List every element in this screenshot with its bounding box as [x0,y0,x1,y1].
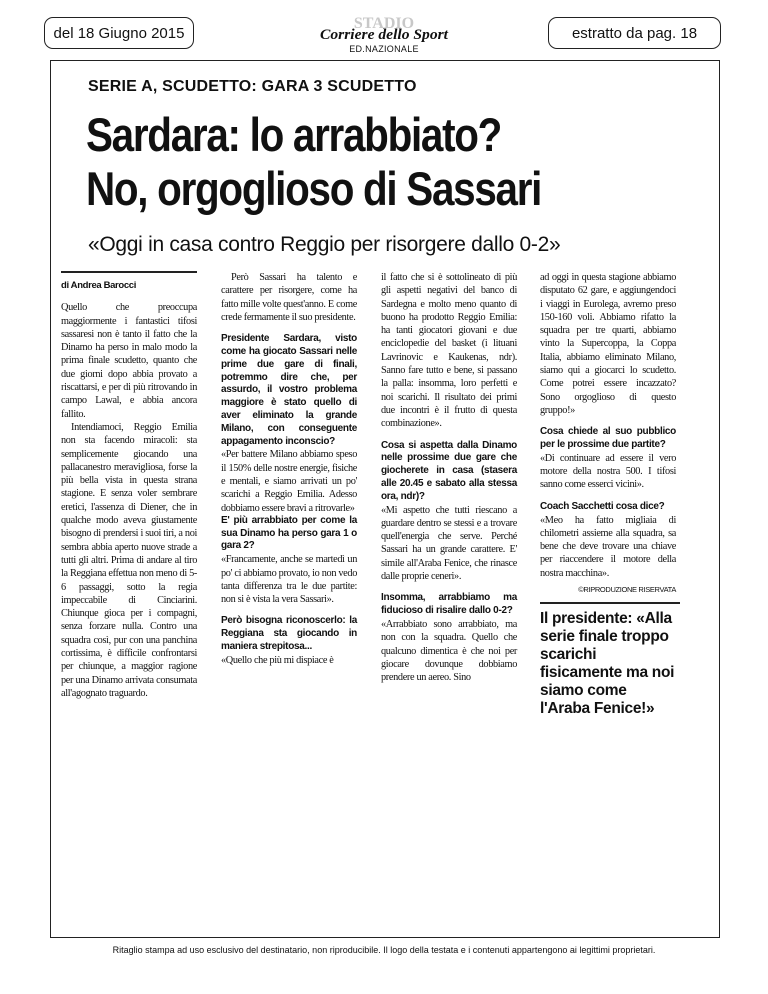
interview-answer: «Quello che più mi dispiace è [221,654,334,666]
article-kicker: SERIE A, SCUDETTO: GARA 3 SCUDETTO [88,78,417,95]
interview-answer: il fatto che si è sottolineato di più gli aspetti negativi del banco di Sardegna e molto meno quanto di buono ha prodotto Reggio Emilia: ha tanti giocatori giovani e due enciclopedie del basket (i lituani Lavrinovic e Kaukenas, ndr). Sanno fare tutto e bene, si passano la palla: insomma, loro perfetti e noi scarichi. Il risultato dei primi due incontri è il frutto di questa combinazione». [381,272,517,430]
interview-answer: «Di continuare ad essere il vero motore della nostra 500. I tifosi sanno come esserci vicini». [540,452,676,491]
interview-question: Insomma, arrabbiamo ma fiducioso di risalire dallo 0-2? [381,592,517,617]
article-column-2 [221,271,357,667]
newspaper-logo [318,14,450,44]
article-column-3 [381,271,517,684]
paragraph: Intendiamoci, Reggio Emilia non sta facendo miracoli: sta semplicemente giocando una pallacanestro meravigliosa, forse la più bella vista in questa strana stagione. E senza voler sembrare eretici, l'assenza di Diener, che in qualche modo aveva giustamente bisogno di prendersi i suoi tiri, a noi sembra abbia aperto nuove strade a tutti gli altri. Prima di andare al tiro la Reggiana effettua non meno di 5-6 passaggi, sotto la regia impeccabile di Cinciarini. Chiunque gioca per i compagni, senza forzare nulla. Contro una squadra così, pur con una panchina cortissima, è difficile confrontarsi per chiunque, a maggior ragione per una Dinamo arrivata consumata all'agognato traguardo. [61,421,197,699]
date-box: del 18 Giugno 2015 [44,17,194,49]
extract-page-box: estratto da pag. 18 [548,17,721,49]
paragraph: Quello che preoccupa maggiormente i fantastici tifosi sassaresi non è tanto il fatto che la Dinamo ha perso in malo modo la prima finale scudetto, quanto che due giorni dopo abbia provato a riscattarsi, e per di più ritrovando in campo Lawal, e abbia ancora fallito. [61,302,197,420]
interview-question: Cosa si aspetta dalla Dinamo nelle prossime due gare che giocherete in casa (stasera alle 20.45 e sabato alla stessa ora, ndr)? [381,439,517,502]
interview-answer: «Meo ha fatto migliaia di chilometri assieme alla squadra, sa bene che deve trovare una chiave per riaccendere il motore della nostra macchina». [540,514,676,579]
paragraph: Però Sassari ha talento e carattere per risorgere, come ha fatto mille volte quest'anno. E come crede fermamente il suo presidente. [221,272,357,323]
article-column-4 [540,271,676,596]
interview-question: Coach Sacchetti cosa dice? [540,500,665,512]
interview-answer: «Francamente, anche se martedì un po' ci abbiamo provato, io non vedo tanta differenza tra le due partite: non si è vista la vera Sassari». [221,554,357,606]
headline-line-2: No, orgoglioso di Sassari [86,162,542,215]
interview-question: Cosa chiede al suo pubblico per le prossime due partite? [540,426,676,451]
interview-answer: «Per battere Milano abbiamo speso il 150% delle nostre energie, fisiche e mentali, e siamo arrivati un po' scarichi a Reggio Emilia. Adesso dobbiamo essere bravi a ritrovarle» [221,449,357,514]
interview-question: Però bisogna riconoscerlo: la Reggiana sta giocando in maniera strepitosa... [221,615,357,653]
interview-answer: «Arrabbiato sono arrabbiato, ma non con la squadra. Quello che qualcuno dimentica è che noi per giocare dovunque dobbiamo prendere un aereo. Sino [381,618,517,684]
logo-text: Corriere dello Sport [320,27,450,43]
interview-question: E' più arrabbiato per come la sua Dinamo ha perso gara 1 o gara 2? [221,514,357,552]
article-column-1 [61,271,197,700]
footer-disclaimer: Ritaglio stampa ad uso esclusivo del destinatario, non riproducibile. Il logo della testata e i contenuti appartengono ai legittimi proprietari. [112,945,656,955]
pull-quote: Il presidente: «Alla serie finale troppo scarichi fisicamente ma noi siamo come l'Araba Fenice!» [540,602,680,718]
edition-label: ED.NAZIONALE [349,44,419,54]
copyright-notice: ©RIPRODUZIONE RISERVATA [578,585,676,595]
byline: di Andrea Barocci [61,280,136,291]
interview-question: Presidente Sardara, visto come ha giocato Sassari nelle prime due gare di finali, potremmo dire che, per assurdo, il vostro problema maggiore è stato quello di aver eliminato la grande Milano, con conseguente appagamento inconscio? [221,333,357,447]
logo-ghost-text: STADIO [353,15,415,32]
article-headline [86,108,619,216]
headline-line-1: Sardara: lo arrabbiato? [86,108,502,161]
interview-answer: ad oggi in questa stagione abbiamo disputato 62 gare, e aggiungendoci i viaggi in Eurolega, avremo preso 150-160 voli. Abbiamo rifatto la squadra per tre quarti, abbiamo vinto la Supercoppa, la Coppa Italia, abbiamo eliminato Milano, siamo qui a giocarci lo scudetto. Come potrei essere incazzato? Sono orgoglioso di questo gruppo!» [540,272,676,416]
article-subhead: «Oggi in casa contro Reggio per risorgere dallo 0-2» [88,233,561,256]
interview-answer: «Mi aspetto che tutti riescano a guardare dentro se stessi e a trovare quell'energia che serve. Perché Sassari ha un grande carattere. E' simile all'Araba Fenice, che rinasce dalle proprie ceneri». [381,504,517,583]
